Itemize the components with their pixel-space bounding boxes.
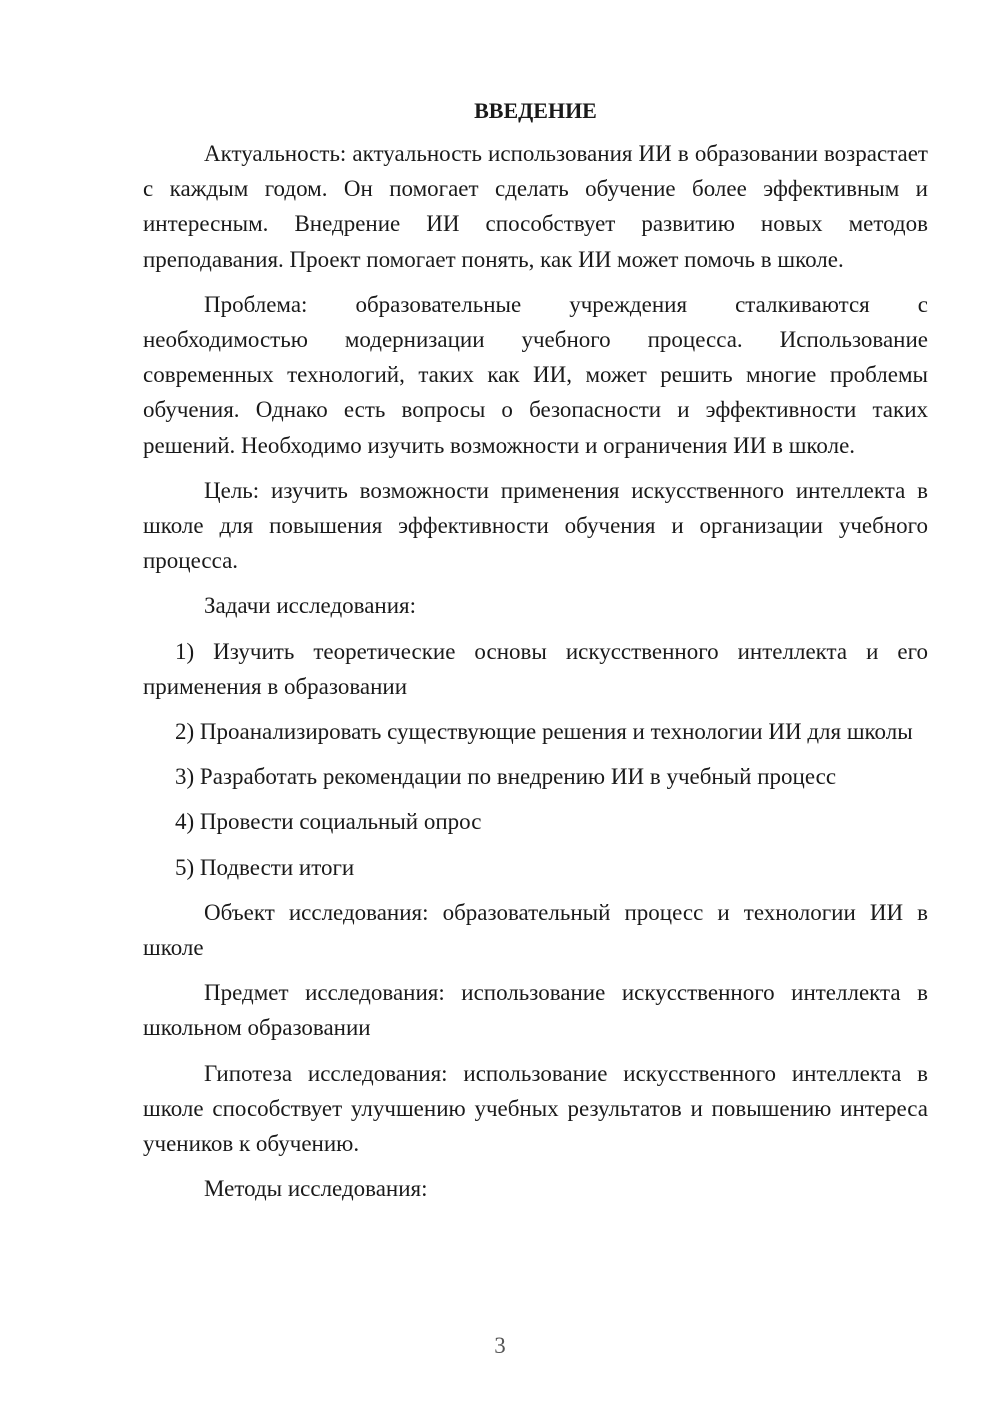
document-page xyxy=(143,96,928,1216)
paragraph-tasks-title: Задачи исследования: xyxy=(204,593,417,619)
paragraph-hypothesis: Гипотеза исследования: использование искусственного интеллекта в школе способствует улучшению учебных результатов и повышению интереса учеников к обучению. xyxy=(143,1060,928,1157)
paragraph-goal: Цель: изучить возможности применения искусственного интеллекта в школе для повышения эффективности обучения и организации учебного процесса. xyxy=(143,477,928,574)
list-item: 2) Проанализировать существующие решения и технологии ИИ для школы xyxy=(175,719,913,745)
paragraph-subject: Предмет исследования: использование искусственного интеллекта в школьном образовании xyxy=(143,980,928,1041)
list-item: 1) Изучить теоретические основы искусственного интеллекта и его применения в образовании xyxy=(143,638,928,699)
list-item: 4) Провести социальный опрос xyxy=(175,809,482,835)
page-title: ВВЕДЕНИЕ xyxy=(474,98,597,123)
paragraph-problem: Проблема: образовательные учреждения сталкиваются с необходимостью модернизации учебного процесса. Использование современных технологий, таких как ИИ, может решить многие проблемы обучения. Однако есть вопросы о безопасности и эффективности таких решений. Необходимо изучить возможности и ограничения ИИ в школе. xyxy=(143,291,928,458)
page-number: 3 xyxy=(494,1333,506,1358)
paragraph-relevance: Актуальность: актуальность использования ИИ в образовании возрастает с каждым годом. Он помогает сделать обучение более эффективным и интересным. Внедрение ИИ способствует развитию новых методов преподавания. Проект помогает понять, как ИИ может помочь в школе. xyxy=(143,141,928,272)
paragraph-object: Объект исследования: образовательный процесс и технологии ИИ в школе xyxy=(143,899,928,961)
paragraph-methods-title: Методы исследования: xyxy=(204,1176,428,1202)
list-item: 5) Подвести итоги xyxy=(175,854,355,880)
tasks-list xyxy=(143,634,928,885)
list-item: 3) Разработать рекомендации по внедрению ИИ в учебный процесс xyxy=(175,764,837,790)
